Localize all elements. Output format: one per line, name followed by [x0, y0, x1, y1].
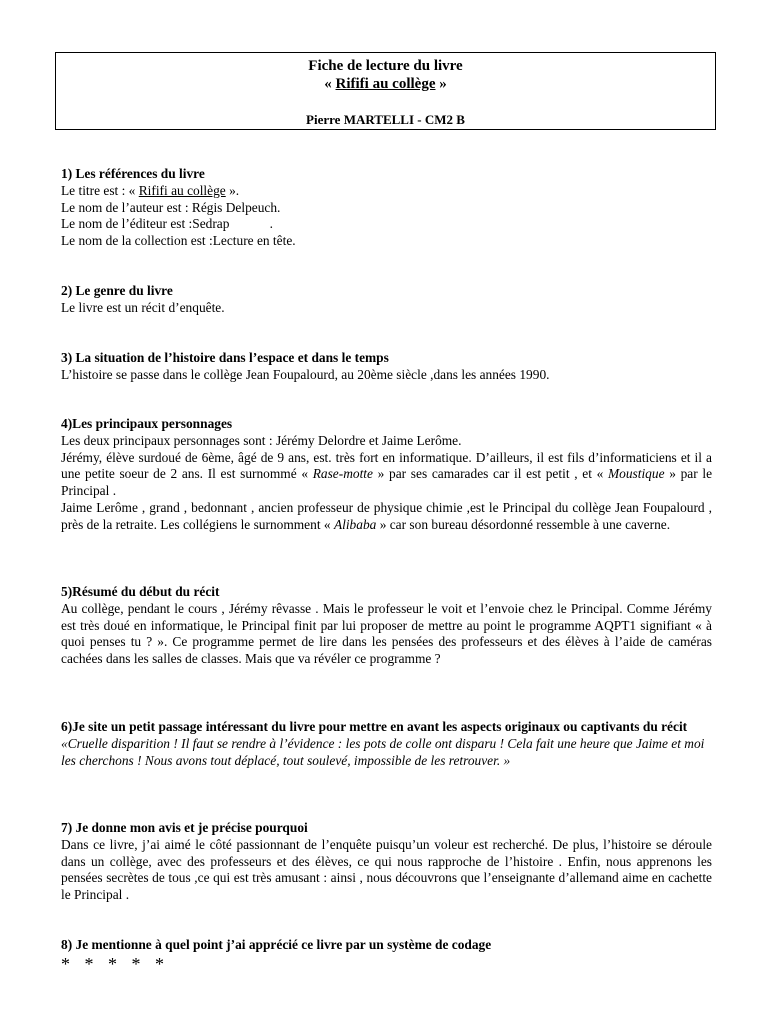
- section-title: 6)Je site un petit passage intéressant du livre pour mettre en avant les aspects originaux ou captivants du récit: [61, 719, 688, 734]
- section-summary: [61, 584, 712, 668]
- section-title: 1) Les références du livre: [61, 166, 205, 181]
- section-quote: [61, 719, 712, 769]
- section-title: 2) Le genre du livre: [61, 283, 173, 298]
- author-line: Le nom de l’auteur est : Régis Delpeuch.: [61, 199, 281, 215]
- section-genre: [61, 283, 712, 317]
- author-class: Pierre MARTELLI - CM2 B: [306, 112, 465, 127]
- text: » car son bureau désordonné ressemble à une caverne.: [376, 516, 671, 532]
- nickname: Rase-motte: [312, 466, 373, 482]
- section-title: 8) Je mentionne à quel point j’ai apprécié ce livre par un système de codage: [61, 937, 492, 952]
- collection-line: Le nom de la collection est :Lecture en tête.: [61, 233, 296, 249]
- text: » par le Principal .: [61, 466, 713, 499]
- character-jeremy: [61, 450, 712, 500]
- opinion-body: Dans ce livre, j’ai aimé le côté passionnant de l’enquête puisqu’un voleur est recherché. De plus, l’histoire se déroule dans un collège, avec des professeurs et des élèves, ce qui nous rapproche de l’histoire . Enfin, nous apprenons les pensées secrètes de tous ,ce qui est très amusant : ainsi , nous découvrons que l’enseignante d’allemand aime en cachette le Principal .: [61, 836, 712, 903]
- quote-open: «: [324, 76, 336, 92]
- text: » par ses camarades car il est petit , et «: [372, 466, 608, 482]
- section-characters: [61, 416, 712, 534]
- character-jaime: [61, 500, 712, 534]
- book-title-line: [56, 75, 715, 93]
- section-references: [61, 166, 712, 250]
- section-setting: [61, 350, 712, 384]
- text: Le titre est : «: [61, 182, 139, 198]
- nickname: Alibaba: [333, 516, 377, 532]
- title-box: [55, 52, 716, 130]
- publisher-line: Le nom de l’éditeur est :Sedrap .: [61, 216, 273, 232]
- book-title-ref: Rififi au collège: [138, 182, 226, 198]
- genre-line: Le livre est un récit d’enquête.: [61, 299, 225, 315]
- summary-body: Au collège, pendant le cours , Jérémy rêvasse . Mais le professeur le voit et l’envoie chez le Principal. Comme Jérémy est très doué en informatique, le Principal finit par lui proposer de mettre au point le programme AQPT1 signifiant « à quoi penses tu ? ». Ce programme permet de lire dans les pensées des professeurs et des élèves à l’aide de caméras cachées dans les salles de classes. Mais que va révéler ce programme ?: [61, 600, 712, 667]
- text: ».: [225, 182, 240, 198]
- book-title: Rififi au collège: [335, 76, 436, 92]
- nickname: Moustique: [607, 466, 665, 482]
- setting-line: L’histoire se passe dans le collège Jean Foupalourd, au 20ème siècle ,dans les années 1990.: [61, 366, 550, 382]
- characters-intro: Les deux principaux personnages sont : Jérémy Delordre et Jaime Lerôme.: [61, 432, 462, 448]
- section-title: 3) La situation de l’histoire dans l’espace et dans le temps: [61, 350, 389, 365]
- text: Jérémy, élève surdoué de 6ème, âgé de 9 ans, est. très fort en informatique. D’ailleurs, il est fils d’informaticiens et il a une petite soeur de 2 ans. Il est surnommé «: [61, 449, 712, 482]
- quote-body: «Cruelle disparition ! Il faut se rendre à l’évidence : les pots de colle ont disparu ! Cela fait une heure que Jaime et moi les cherchons ! Nous avons tout déplacé, tout soulevé, impossible de les retrouver. »: [61, 735, 705, 768]
- text: Jaime Lerôme , grand , bedonnant , ancien professeur de physique chimie ,est le Principal du collège Jean Foupalourd , près de la retraite. Les collégiens le surnomment «: [61, 499, 712, 532]
- section-title: 5)Résumé du début du récit: [61, 584, 220, 599]
- section-title: 4)Les principaux personnages: [61, 416, 233, 431]
- book-title-line: [61, 183, 712, 200]
- section-title: 7) Je donne mon avis et je précise pourquoi: [61, 820, 308, 835]
- document-title: Fiche de lecture du livre: [308, 58, 463, 74]
- section-opinion: [61, 820, 712, 904]
- quote-close: »: [435, 76, 447, 92]
- rating-stars: * * * * *: [61, 953, 169, 974]
- section-rating: [61, 937, 712, 974]
